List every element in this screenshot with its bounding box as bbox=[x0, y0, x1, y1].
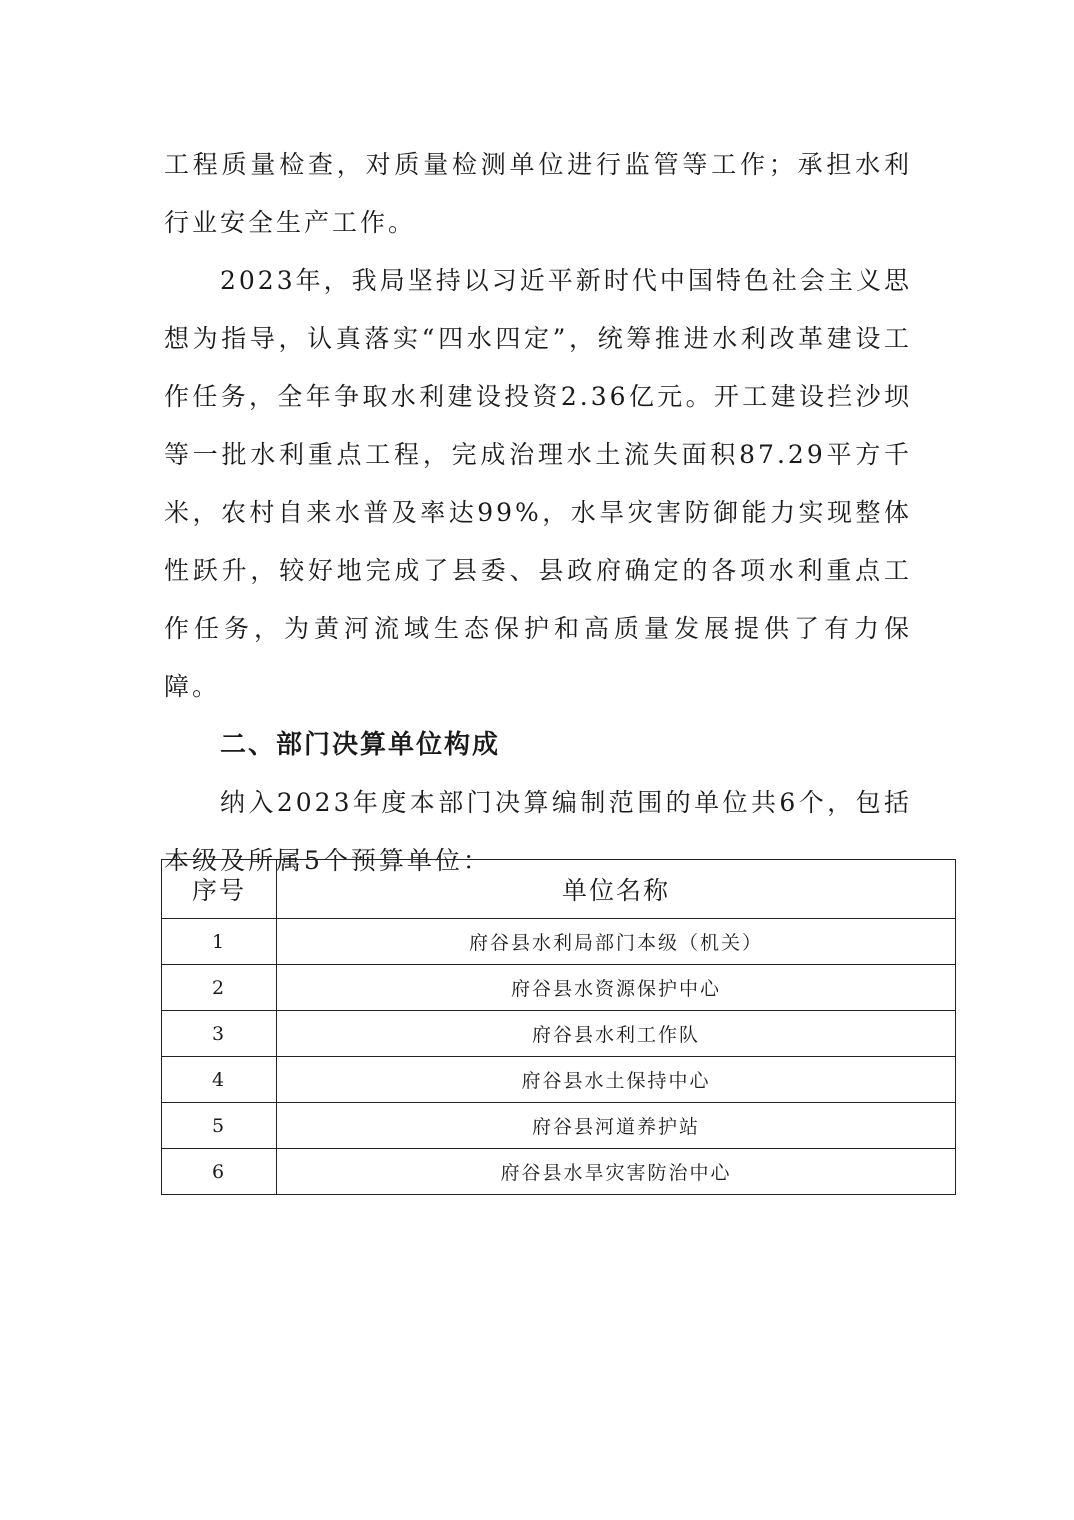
table-row bbox=[162, 1103, 956, 1149]
row-unit-name: 府谷县河道养护站 bbox=[277, 1103, 956, 1149]
row-unit-name: 府谷县水旱灾害防治中心 bbox=[277, 1149, 956, 1195]
table-row bbox=[162, 965, 956, 1011]
table-header-row bbox=[162, 860, 956, 919]
row-index: 6 bbox=[162, 1149, 277, 1195]
row-index: 5 bbox=[162, 1103, 277, 1149]
row-unit-name: 府谷县水利局部门本级（机关） bbox=[277, 919, 956, 965]
row-index: 1 bbox=[162, 919, 277, 965]
document-body bbox=[164, 136, 912, 890]
paragraph-2023-summary: 2023年，我局坚持以习近平新时代中国特色社会主义思想为指导，认真落实“四水四定”，统筹推进水利改革建设工作任务，全年争取水利建设投资2.36亿元。开工建设拦沙坝等一批水利重点工程，完成治理水土流失面积87.29平方千米，农村自来水普及率达99%，水旱灾害防御能力实现整体性跃升，较好地完成了县委、县政府确定的各项水利重点工作任务，为黄河流域生态保护和高质量发展提供了有力保障。 bbox=[164, 266, 912, 701]
paragraph-duties: 工程质量检查，对质量检测单位进行监管等工作；承担水利行业安全生产工作。 bbox=[164, 150, 912, 237]
row-index: 2 bbox=[162, 965, 277, 1011]
row-unit-name: 府谷县水土保持中心 bbox=[277, 1057, 956, 1103]
header-index: 序号 bbox=[162, 860, 277, 919]
section-heading: 二、部门决算单位构成 bbox=[220, 730, 501, 760]
paragraph-unit-scope: 纳入2023年度本部门决算编制范围的单位共6个，包括本级及所属5个预算单位： bbox=[164, 788, 912, 875]
row-unit-name: 府谷县水利工作队 bbox=[277, 1011, 956, 1057]
row-index: 4 bbox=[162, 1057, 277, 1103]
table-row bbox=[162, 919, 956, 965]
row-index: 3 bbox=[162, 1011, 277, 1057]
table-row bbox=[162, 1057, 956, 1103]
table-row bbox=[162, 1011, 956, 1057]
table-row bbox=[162, 1149, 956, 1195]
header-unit-name: 单位名称 bbox=[277, 860, 956, 919]
unit-table bbox=[161, 859, 956, 1195]
unit-table-container bbox=[161, 859, 955, 1195]
row-unit-name: 府谷县水资源保护中心 bbox=[277, 965, 956, 1011]
